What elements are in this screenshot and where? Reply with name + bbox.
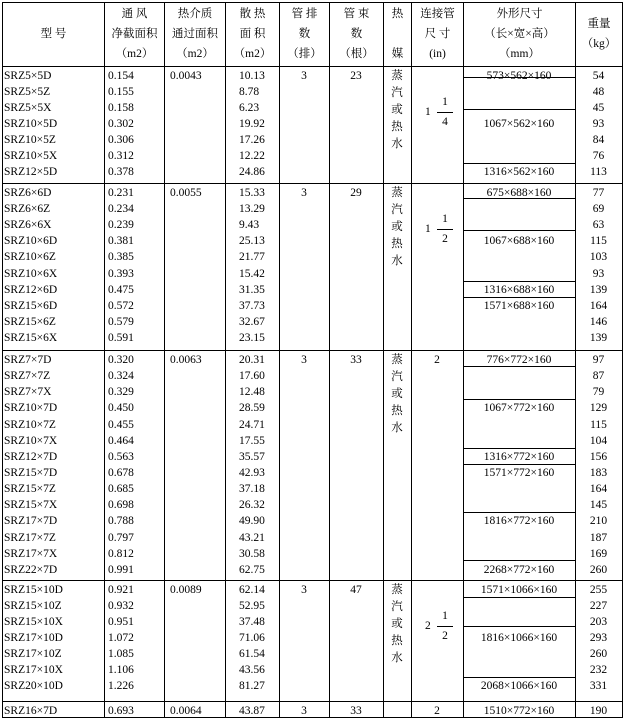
weight-cell: 79 xyxy=(592,386,605,399)
weight-cell: 115 xyxy=(590,418,607,431)
airflow-cell: 0.698 xyxy=(108,499,134,512)
model-cell: SRZ15×7X xyxy=(4,499,58,512)
header-heat: 媒 xyxy=(391,48,404,60)
model-cell: SRZ10×7X xyxy=(4,434,58,447)
weight-cell: 139 xyxy=(589,331,608,344)
airflow-cell: 0.951 xyxy=(108,615,134,628)
area-cell: 15.42 xyxy=(239,267,265,280)
header-weight: 重量 xyxy=(587,18,611,30)
conn-size-numerator: 1 xyxy=(442,96,448,108)
conn-size-numerator: 1 xyxy=(442,213,448,226)
weight-cell: 93 xyxy=(592,118,605,130)
medium-cell: 0.0055 xyxy=(170,187,202,199)
medium-cell: 0.0064 xyxy=(170,705,202,717)
area-cell: 61.54 xyxy=(239,647,265,660)
model-cell: SRZ10×5Z xyxy=(4,134,56,146)
column-rule xyxy=(104,2,105,718)
tubes-cell: 29 xyxy=(350,187,362,199)
model-cell: SRZ10×6Z xyxy=(4,251,56,264)
model-cell: SRZ17×10Z xyxy=(4,647,62,660)
group-rule xyxy=(2,183,623,184)
airflow-cell: 0.239 xyxy=(108,219,134,232)
header-medium: 通过面积 xyxy=(172,28,218,40)
model-cell: SRZ12×6D xyxy=(4,283,58,296)
model-cell: SRZ17×7X xyxy=(4,547,58,560)
airflow-cell: 0.381 xyxy=(108,235,134,248)
header-heat: 热 xyxy=(391,8,404,20)
header-conn: (in) xyxy=(429,48,446,60)
weight-cell: 164 xyxy=(589,483,608,496)
model-cell: SRZ17×7D xyxy=(4,515,58,528)
conn-size-denominator: 2 xyxy=(442,629,448,642)
airflow-cell: 0.306 xyxy=(108,134,134,146)
weight-cell: 139 xyxy=(589,283,608,296)
conn-size-denominator: 4 xyxy=(442,116,448,128)
area-cell: 17.55 xyxy=(239,434,265,447)
area-cell: 19.92 xyxy=(239,118,265,130)
dims-rule xyxy=(463,109,576,110)
area-cell: 6.23 xyxy=(239,102,260,114)
dims-cell: 1816×772×160 xyxy=(483,515,555,528)
dims-rule xyxy=(463,230,576,231)
dims-cell: 776×772×160 xyxy=(486,354,552,366)
tubes-cell: 33 xyxy=(350,354,362,366)
column-rule xyxy=(622,2,623,718)
area-cell: 25.13 xyxy=(239,235,265,248)
airflow-cell: 0.991 xyxy=(108,563,134,576)
airflow-cell: 0.231 xyxy=(108,187,134,199)
dims-cell: 1510×772×160 xyxy=(483,705,555,717)
area-cell: 81.27 xyxy=(239,679,265,692)
weight-cell: 103 xyxy=(589,251,608,264)
weight-cell: 84 xyxy=(592,134,605,146)
area-cell: 42.93 xyxy=(239,466,265,479)
model-cell: SRZ12×5D xyxy=(4,166,58,178)
area-cell: 15.33 xyxy=(239,187,265,199)
area-cell: 43.56 xyxy=(239,663,265,676)
area-cell: 31.35 xyxy=(239,283,265,296)
model-cell: SRZ7×7D xyxy=(4,354,52,366)
dims-cell: 1816×1066×160 xyxy=(480,631,558,644)
area-cell: 37.18 xyxy=(239,483,265,496)
area-cell: 35.57 xyxy=(239,450,265,463)
weight-cell: 190 xyxy=(589,705,608,717)
weight-cell: 76 xyxy=(592,150,605,162)
heat-media-cell: 蒸汽或热水 xyxy=(391,354,403,434)
airflow-cell: 0.797 xyxy=(108,531,134,544)
dims-cell: 1316×562×160 xyxy=(483,166,555,178)
rows-cell: 3 xyxy=(301,584,307,596)
airflow-cell: 1.226 xyxy=(108,679,134,692)
area-cell: 28.59 xyxy=(239,402,265,415)
dims-cell: 2068×1066×160 xyxy=(480,679,558,692)
weight-cell: 63 xyxy=(592,219,605,232)
rows-cell: 3 xyxy=(301,70,307,82)
airflow-cell: 0.788 xyxy=(108,515,134,528)
weight-cell: 169 xyxy=(589,547,608,560)
area-cell: 24.71 xyxy=(239,418,265,431)
dims-cell: 1067×688×160 xyxy=(483,235,555,248)
weight-cell: 97 xyxy=(592,354,605,366)
area-cell: 26.32 xyxy=(239,499,265,512)
header-medium: （m2） xyxy=(176,48,214,60)
area-cell: 20.31 xyxy=(239,354,265,366)
weight-cell: 48 xyxy=(592,86,605,98)
dims-cell: 1067×772×160 xyxy=(483,402,555,415)
heat-media-cell: 蒸汽或热水 xyxy=(391,187,403,267)
header-medium: 热介质 xyxy=(177,8,213,20)
airflow-cell: 0.393 xyxy=(108,267,134,280)
dims-cell: 2268×772×160 xyxy=(483,563,555,576)
header-airflow: 通 风 xyxy=(121,8,148,20)
weight-cell: 164 xyxy=(589,299,608,312)
area-cell: 23.15 xyxy=(239,331,265,344)
area-cell: 10.13 xyxy=(239,70,265,82)
model-cell: SRZ20×10D xyxy=(4,679,63,692)
header-dims: （长×宽×高） xyxy=(484,28,555,40)
airflow-cell: 0.572 xyxy=(108,299,134,312)
model-cell: SRZ7×7Z xyxy=(4,370,51,383)
header-rows: 管 排 xyxy=(291,8,318,20)
dims-cell: 1067×562×160 xyxy=(483,118,555,130)
header-bottom-rule xyxy=(2,66,623,67)
weight-cell: 146 xyxy=(589,315,608,328)
tubes-cell: 47 xyxy=(350,584,362,596)
weight-cell: 104 xyxy=(589,434,608,447)
airflow-cell: 0.385 xyxy=(108,251,134,264)
airflow-cell: 0.378 xyxy=(108,166,134,178)
weight-cell: 255 xyxy=(589,584,608,596)
column-rule xyxy=(383,2,384,718)
weight-cell: 331 xyxy=(589,679,608,692)
rows-cell: 3 xyxy=(301,705,307,717)
area-cell: 71.06 xyxy=(239,631,265,644)
model-cell: SRZ5×5D xyxy=(4,70,52,82)
fraction-bar xyxy=(437,626,453,627)
weight-cell: 69 xyxy=(592,203,605,216)
area-cell: 43.87 xyxy=(239,705,265,717)
dims-cell: 1571×1066×160 xyxy=(480,584,558,596)
airflow-cell: 0.154 xyxy=(108,70,134,82)
area-cell: 37.48 xyxy=(239,615,265,628)
area-cell: 49.90 xyxy=(239,515,265,528)
weight-cell: 77 xyxy=(592,187,605,199)
header-rows: （排） xyxy=(287,48,322,60)
area-cell: 21.77 xyxy=(239,251,265,264)
conn-size-cell: 2 xyxy=(434,705,440,717)
airflow-cell: 0.563 xyxy=(108,450,134,463)
dims-cell: 1316×688×160 xyxy=(483,283,555,296)
airflow-cell: 0.455 xyxy=(108,418,134,431)
model-cell: SRZ5×5X xyxy=(4,102,52,114)
model-cell: SRZ10×5D xyxy=(4,118,58,130)
weight-cell: 232 xyxy=(589,663,608,676)
rows-cell: 3 xyxy=(301,354,307,366)
airflow-cell: 0.450 xyxy=(108,402,134,415)
airflow-cell: 0.921 xyxy=(108,584,134,596)
conn-size-whole: 2 xyxy=(425,619,431,632)
area-cell: 43.21 xyxy=(239,531,265,544)
airflow-cell: 0.302 xyxy=(108,118,134,130)
header-model: 型 号 xyxy=(40,28,67,40)
conn-size-denominator: 2 xyxy=(442,233,448,246)
heat-media-cell: 蒸汽或热水 xyxy=(391,584,403,664)
model-cell: SRZ17×7Z xyxy=(4,531,56,544)
weight-cell: 210 xyxy=(589,515,608,528)
column-rule xyxy=(164,2,165,718)
tubes-cell: 23 xyxy=(350,70,362,82)
model-cell: SRZ15×6Z xyxy=(4,315,56,328)
weight-cell: 54 xyxy=(592,70,605,82)
header-conn: 尺 寸 xyxy=(424,28,451,40)
tubes-cell: 33 xyxy=(350,705,362,717)
header-weight: （kg） xyxy=(581,38,617,50)
model-cell: SRZ7×7X xyxy=(4,386,52,399)
weight-cell: 187 xyxy=(589,531,608,544)
medium-cell: 0.0063 xyxy=(170,354,202,366)
area-cell: 62.75 xyxy=(239,563,265,576)
model-cell: SRZ15×10D xyxy=(4,584,63,596)
header-dims: （mm） xyxy=(499,48,540,60)
model-cell: SRZ15×6X xyxy=(4,331,58,344)
model-cell: SRZ17×10X xyxy=(4,663,63,676)
airflow-cell: 1.072 xyxy=(108,631,134,644)
header-airflow: 净截面积 xyxy=(111,28,158,40)
header-area: （m2） xyxy=(233,48,272,60)
conn-size-numerator: 1 xyxy=(442,609,448,622)
group-rule xyxy=(2,580,623,581)
airflow-cell: 0.329 xyxy=(108,386,134,399)
airflow-cell: 0.932 xyxy=(108,599,134,612)
weight-cell: 203 xyxy=(589,615,608,628)
model-cell: SRZ15×7Z xyxy=(4,483,56,496)
rows-cell: 3 xyxy=(301,187,307,199)
weight-cell: 183 xyxy=(589,466,608,479)
weight-cell: 45 xyxy=(592,102,605,114)
airflow-cell: 0.678 xyxy=(108,466,134,479)
weight-cell: 260 xyxy=(589,647,608,660)
model-cell: SRZ10×6X xyxy=(4,267,58,280)
model-cell: SRZ15×6D xyxy=(4,299,58,312)
area-cell: 30.58 xyxy=(239,547,265,560)
area-cell: 8.78 xyxy=(239,86,260,98)
fraction-bar xyxy=(437,112,453,113)
model-cell: SRZ6×6D xyxy=(4,187,52,199)
weight-cell: 145 xyxy=(589,499,608,512)
medium-cell: 0.0043 xyxy=(170,70,202,82)
header-area: 面 积 xyxy=(239,28,266,40)
header-conn: 连接管 xyxy=(420,8,455,20)
airflow-cell: 0.320 xyxy=(108,354,134,366)
model-cell: SRZ5×5Z xyxy=(4,86,51,98)
dims-cell: 1316×772×160 xyxy=(483,450,555,463)
header-rows: 数 xyxy=(298,28,311,40)
conn-size-whole: 1 xyxy=(425,223,431,236)
model-cell: SRZ10×7D xyxy=(4,402,58,415)
model-cell: SRZ22×7D xyxy=(4,563,58,576)
dims-rule xyxy=(463,626,576,627)
area-cell: 12.48 xyxy=(239,386,265,399)
airflow-cell: 0.685 xyxy=(108,483,134,496)
airflow-cell: 0.234 xyxy=(108,203,134,216)
weight-cell: 156 xyxy=(589,450,608,463)
weight-cell: 293 xyxy=(589,631,608,644)
weight-cell: 87 xyxy=(592,370,605,383)
model-cell: SRZ6×6X xyxy=(4,219,52,232)
heat-media-cell: 蒸汽或热水 xyxy=(391,70,403,150)
fraction-bar xyxy=(437,229,453,230)
model-cell: SRZ16×7D xyxy=(4,705,58,717)
airflow-cell: 0.312 xyxy=(108,150,134,162)
model-cell: SRZ12×7D xyxy=(4,450,58,463)
area-cell: 17.60 xyxy=(239,370,265,383)
model-cell: SRZ15×10Z xyxy=(4,599,62,612)
dims-cell: 573×562×160 xyxy=(486,70,552,82)
area-cell: 32.67 xyxy=(239,315,265,328)
airflow-cell: 0.579 xyxy=(108,315,134,328)
header-tubes: 管 束 xyxy=(343,8,370,20)
dims-cell: 1571×772×160 xyxy=(483,466,555,479)
area-cell: 52.95 xyxy=(239,599,265,612)
dims-cell: 675×688×160 xyxy=(486,187,552,199)
weight-cell: 227 xyxy=(589,599,608,612)
area-cell: 17.26 xyxy=(239,134,265,146)
model-cell: SRZ15×10X xyxy=(4,615,63,628)
weight-cell: 129 xyxy=(589,402,608,415)
model-cell: SRZ10×7Z xyxy=(4,418,56,431)
airflow-cell: 0.155 xyxy=(108,86,134,98)
airflow-cell: 0.464 xyxy=(108,434,134,447)
conn-size-whole: 1 xyxy=(425,106,431,118)
column-rule xyxy=(2,2,3,718)
conn-size-cell: 2 xyxy=(434,354,440,366)
area-cell: 13.29 xyxy=(239,203,265,216)
model-cell: SRZ15×7D xyxy=(4,466,58,479)
airflow-cell: 0.591 xyxy=(108,331,134,344)
airflow-cell: 1.085 xyxy=(108,647,134,660)
header-airflow: （m2） xyxy=(115,48,154,60)
airflow-cell: 0.158 xyxy=(108,102,134,114)
group-rule xyxy=(2,350,623,351)
airflow-cell: 0.475 xyxy=(108,283,134,296)
area-cell: 24.86 xyxy=(239,166,265,178)
header-tubes: （根） xyxy=(339,48,374,60)
airflow-cell: 1.106 xyxy=(108,663,134,676)
weight-cell: 93 xyxy=(592,267,605,280)
table-top-rule xyxy=(2,2,623,3)
weight-cell: 260 xyxy=(589,563,608,576)
header-area: 散 热 xyxy=(239,8,266,20)
airflow-cell: 0.693 xyxy=(108,705,134,717)
group-rule xyxy=(2,701,623,702)
header-tubes: 数 xyxy=(350,28,363,40)
model-cell: SRZ10×5X xyxy=(4,150,58,162)
column-rule xyxy=(225,2,226,718)
weight-cell: 115 xyxy=(590,235,607,248)
medium-cell: 0.0089 xyxy=(170,584,202,596)
airflow-cell: 0.324 xyxy=(108,370,134,383)
dims-cell: 1571×688×160 xyxy=(483,299,555,312)
model-cell: SRZ17×10D xyxy=(4,631,63,644)
area-cell: 37.73 xyxy=(239,299,265,312)
model-cell: SRZ10×6D xyxy=(4,235,58,248)
header-dims: 外形尺寸 xyxy=(496,8,543,20)
model-cell: SRZ6×6Z xyxy=(4,203,51,216)
area-cell: 12.22 xyxy=(239,150,265,162)
area-cell: 62.14 xyxy=(239,584,265,596)
area-cell: 9.43 xyxy=(239,219,260,232)
weight-cell: 113 xyxy=(590,166,607,178)
airflow-cell: 0.812 xyxy=(108,547,134,560)
